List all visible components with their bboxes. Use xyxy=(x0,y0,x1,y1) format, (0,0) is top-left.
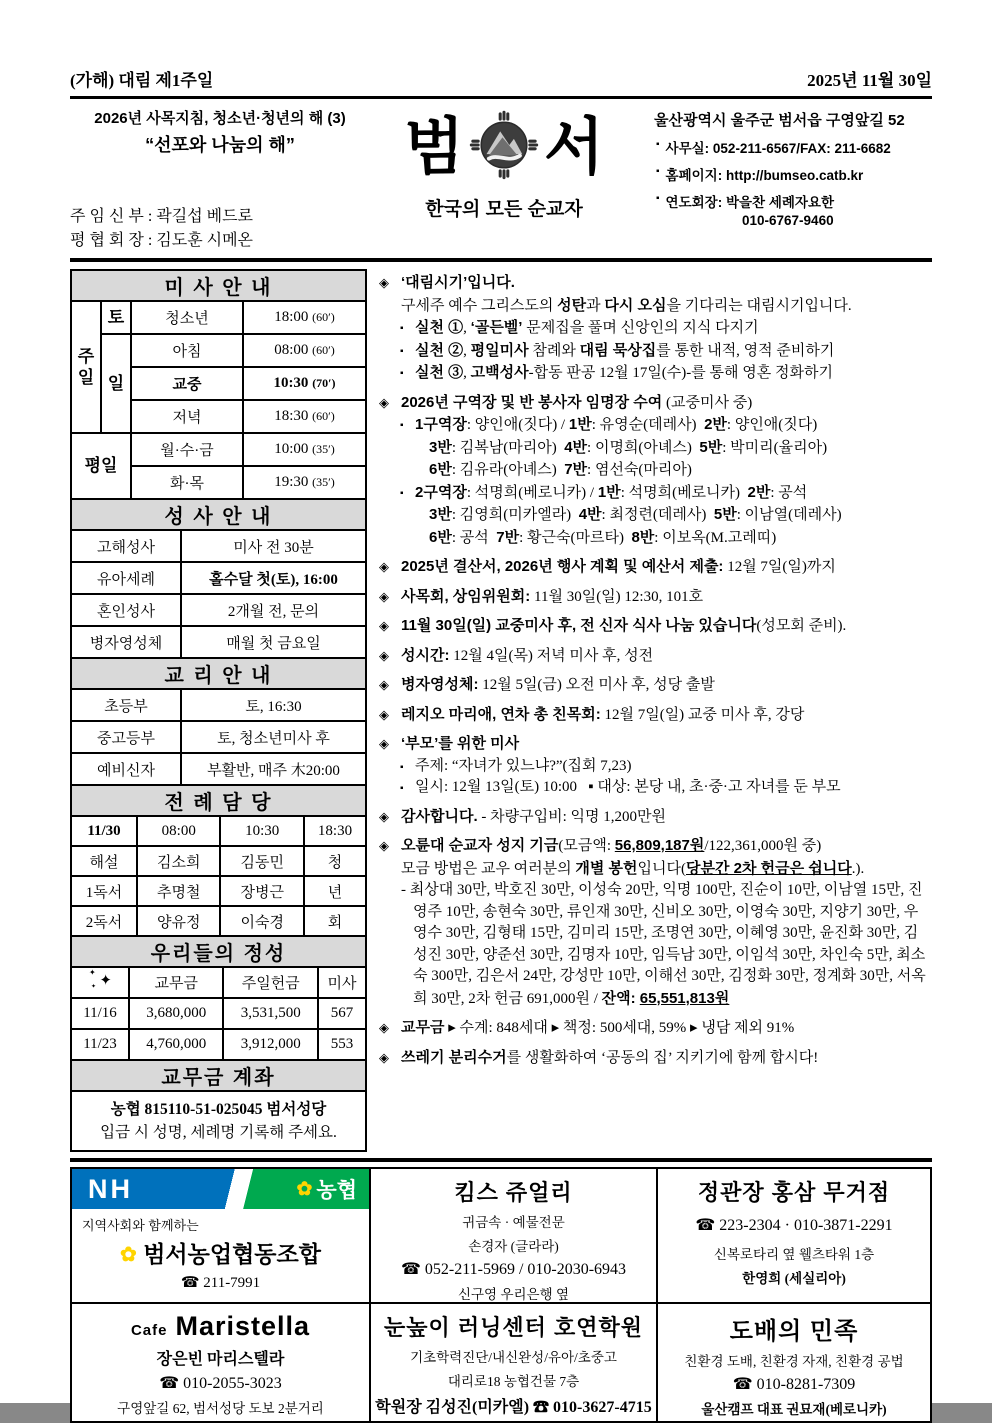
notice-line xyxy=(379,414,932,437)
diamond-bullet-icon: ◈ xyxy=(379,838,389,853)
notice-text: - 최상대 30만, 박호진 30만, 이성숙 20만, 익명 100만, 진순이 10만, 이남열 15만, 진영주 10만, 송현숙 30만, 류인재 30만, 신비오 30만, 이영숙 30만, 지양기 30만, 우영수 30만, 김형태 15만, 김미리 15만, 조명연 30만, 이혜영 30만, 윤진화 30만, 김성진 30만, 양준선 30만, 김명자 10만, 임득남 30만, 이임석 30만, 차인숙 5만, 최소숙 300만, 김은서 24만, 강성만 10만, 이해선 30만, 김정화 30만, 정계화 30만, 서옥희 30만, 2차 헌금 691,000원 / 잔액: 65,551,813원 xyxy=(401,882,926,1007)
notice-line xyxy=(379,556,932,579)
notice-text: 실천 ③, 고백성사-합동 판공 12월 17일(수)-를 통해 영혼 정화하기 xyxy=(415,364,833,381)
ad-kims-jewelry: 킴스 쥬얼리 귀금속 · 예물전문 손경자 (글라라) ☎ 052-211-5969 / 010-2030-6943 신구영 우리은행 옆 xyxy=(371,1169,656,1302)
parish-subtitle: 한국의 모든 순교자 xyxy=(425,199,583,220)
mass-schedule-table xyxy=(70,269,367,500)
notice-text: 쓰레기 분리수거를 생활화하여 ‘공동의 집’ 지키기에 함께 합시다! xyxy=(401,1048,819,1066)
contact-yeondo: ▪ 연도회장: 박을찬 세례자요한 xyxy=(656,193,835,210)
mass-name: 월·수·금 xyxy=(131,433,243,466)
nh-brand-banner xyxy=(72,1169,369,1209)
notice-text: 오륜대 순교자 성지 기금(모금액: 56,809,187원/122,361,000원 중) xyxy=(401,837,822,854)
notice-line xyxy=(379,858,932,881)
notice-text: 6반: 김유라(아녜스) 7반: 염선숙(마리아) xyxy=(429,461,692,478)
notice-line xyxy=(379,806,932,829)
diamond-bullet-icon: ◈ xyxy=(379,1020,389,1035)
parish-emblem-icon xyxy=(466,107,542,188)
mass-name: 교중 xyxy=(131,367,243,400)
ad-title: 도배의 민족 xyxy=(729,1318,859,1345)
notice-text: 감사합니다. - 차량구입비: 익명 1,200만원 xyxy=(401,807,666,825)
notice-item xyxy=(379,615,932,638)
ad-title: 정관장 홍삼 무거점 xyxy=(697,1180,891,1205)
date-line xyxy=(70,66,932,91)
notice-text: 실천 ①, ‘골든벨’ 문제집을 풀며 신앙인의 지식 다지기 xyxy=(415,319,759,336)
diamond-bullet-icon: ◈ xyxy=(379,394,389,410)
nh-tagline: 지역사회와 함께하는 xyxy=(82,1218,199,1233)
notice-line xyxy=(379,835,932,858)
ad-dobae: 도배의 민족 친환경 도배, 친환경 자재, 친환경 공법 ☎ 010-8281-7309 울산캠프 대표 권묘재(베로니카) xyxy=(658,1304,930,1421)
logo-row xyxy=(370,107,638,188)
mass-time: 08:00 (60′) xyxy=(243,334,366,367)
liturgy-roles-table: 전 례 담 당 11/30 08:00 10:30 18:30 해설 김소희 김동민 청 1독서 추명철 장병근 년 2독서 양유정 이숙경 회 xyxy=(70,784,367,937)
notice-text: 교무금 ▸ 수계: 848세대 ▸ 책정: 500세대, 59% ▸ 냉담 제외 91% xyxy=(401,1019,795,1036)
notice-item xyxy=(379,835,932,1010)
square-bullet-icon: ▪ xyxy=(400,420,404,431)
diamond-bullet-icon: ◈ xyxy=(379,588,389,604)
notice-item xyxy=(379,556,932,579)
logo-char-left: 범 xyxy=(404,112,464,182)
contact-homepage: ▪ 홈페이지: http://bumseo.catb.kr xyxy=(656,166,864,183)
diamond-bullet-icon: ◈ xyxy=(379,559,389,574)
year-motto: “선포와 나눔의 해” xyxy=(145,135,295,155)
notice-line xyxy=(379,615,932,638)
divider xyxy=(70,258,932,262)
notice-line xyxy=(379,1017,932,1040)
section-title: 우리들의 정성 xyxy=(71,936,366,967)
notice-line xyxy=(379,362,932,385)
notice-line xyxy=(379,504,932,527)
square-bullet-icon: ▪ xyxy=(400,323,404,334)
diamond-bullet-icon: ◈ xyxy=(379,1049,389,1065)
account-info xyxy=(70,1090,367,1152)
mass-day-sunday: 주일 xyxy=(71,301,101,433)
notice-item xyxy=(379,733,932,799)
account-number: 농협 815110-51-025045 범서성당 xyxy=(110,1101,327,1118)
diamond-bullet-icon: ◈ xyxy=(379,677,389,692)
offering-table: 우리들의 정성 ✦ ✦ ✦ 교무금 주일헌금 미사 11/16 3,680,000 3,531,500 567 11/23 4,760,000 3,912,000 553 xyxy=(70,935,367,1061)
ad-nh-bank xyxy=(72,1169,369,1302)
liturgical-week: (가해) 대림 제1주일 xyxy=(70,71,214,90)
diamond-bullet-icon: ◈ xyxy=(379,736,389,751)
square-bullet-icon: ▪ xyxy=(656,193,660,204)
catechism-table: 교 리 안 내 초등부 토, 16:30 중고등부 토, 청소년미사 후 예비신자 부활반, 매주 木20:00 xyxy=(70,657,367,786)
contact-office: ▪ 사무실: 052-211-6567/FAX: 211-6682 xyxy=(656,139,891,156)
notice-text: 모금 방법은 교우 여러분의 개별 봉헌입니다(당분간 2차 헌금은 쉽니다.). xyxy=(401,859,865,877)
pastor-line: 주 임 신 부 : 곽길섭 베드로 xyxy=(70,208,254,225)
square-bullet-icon: ▪ xyxy=(400,368,404,379)
logo-char-right: 서 xyxy=(544,112,604,182)
section-title: 전 례 담 당 xyxy=(71,785,366,816)
notice-line xyxy=(379,527,932,550)
mass-time: 19:30 (35′) xyxy=(243,466,366,499)
mass-time: 10:30 (70′) xyxy=(243,367,366,400)
notice-text: 실천 ②, 평일미사 참례와 대림 묵상집를 통한 내적, 영적 준비하기 xyxy=(415,341,835,359)
notice-item xyxy=(379,1017,932,1040)
ad-title: Cafe Maristella xyxy=(130,1311,311,1341)
ad-title: 눈높이 러닝센터 호연학원 xyxy=(384,1315,643,1340)
nh-logo: NH xyxy=(88,1173,133,1204)
header-contacts xyxy=(638,107,932,253)
divider xyxy=(70,96,932,99)
council-line: 평 협 회 장 : 김도훈 시메온 xyxy=(70,232,254,249)
mass-time: 18:00 (60′) xyxy=(243,301,366,334)
diamond-bullet-icon: ◈ xyxy=(379,275,389,290)
notice-line xyxy=(379,674,932,697)
mass-name: 저녁 xyxy=(131,400,243,433)
notice-item xyxy=(379,1047,932,1070)
mass-name: 아침 xyxy=(131,334,243,367)
notice-text: 2구역장: 석명희(베로니카) / 1반: 석명희(베로니카) 2반: 공석 xyxy=(415,483,808,501)
section-title: 교무금 계좌 xyxy=(71,1060,366,1091)
ads-section xyxy=(70,1167,932,1423)
section-title: 교 리 안 내 xyxy=(71,658,366,689)
notice-item xyxy=(379,704,932,727)
header-left xyxy=(70,107,370,253)
notice-line xyxy=(379,880,932,1010)
notice-text: 6반: 공석 7반: 황근숙(마르타) 8반: 이보옥(M.고레띠) xyxy=(429,528,777,546)
ad-jeongkwanjang: 정관장 홍삼 무거점 ☎ 223-2304 · 010-3871-2291 신복로타리 옆 웰츠타워 1층 한영희 (세실리아) xyxy=(658,1169,930,1302)
nonghyup-flower-icon: ✿ xyxy=(120,1244,137,1266)
notice-text: 3반: 김영희(미카엘라) 4반: 최정련(데레사) 5반: 이남열(데레사) xyxy=(429,506,842,523)
main-content xyxy=(70,269,932,1152)
mass-time: 10:00 (35′) xyxy=(243,433,366,466)
diamond-bullet-icon: ◈ xyxy=(379,618,389,633)
notice-line xyxy=(379,733,932,756)
mass-sat: 토 xyxy=(101,301,131,334)
notice-text: 병자영성체: 12월 5일(금) 오전 미사 후, 성당 출발 xyxy=(401,676,715,693)
header xyxy=(70,107,932,253)
notice-text: ‘대림시기’입니다. xyxy=(401,274,515,291)
notice-text: 성시간: 12월 4일(목) 저녁 미사 후, 성전 xyxy=(401,646,654,664)
info-tables xyxy=(70,269,367,1152)
notice-line xyxy=(379,295,932,318)
notice-text: ‘부모’를 위한 미사 xyxy=(401,735,520,752)
notice-line xyxy=(379,482,932,505)
notice-text: 주제: “자녀가 있느냐?”(집회 7,23) xyxy=(415,757,632,774)
mass-name: 청소년 xyxy=(131,301,243,334)
square-bullet-icon: ▪ xyxy=(400,487,404,499)
account-title-table xyxy=(70,1059,367,1092)
nh-name: ✿ 범서농업협동조합 xyxy=(120,1241,321,1267)
notice-line xyxy=(379,392,932,415)
ad-hakwon: 눈높이 러닝센터 호연학원 기초학력진단/내신완성/유아/초중고 대리로18 농협건물 7층 학원장 김성진(미카엘) ☎ 010-3627-4715 xyxy=(371,1304,656,1421)
notice-line xyxy=(379,272,932,295)
square-bullet-icon: ▪ xyxy=(400,783,404,794)
notice-text: 레지오 마리애, 연차 총 친목회: 12월 7일(일) 교중 미사 후, 강당 xyxy=(401,705,805,723)
diamond-bullet-icon: ◈ xyxy=(379,706,389,722)
pastoral-guideline: 2026년 사목지침, 청소년·청년의 해 (3) xyxy=(94,110,346,127)
notice-line xyxy=(379,756,932,778)
notice-text: 1구역장: 양인애(짓다) / 1반: 유영순(데레사) 2반: 양인애(짓다) xyxy=(415,416,818,433)
ad-title: 킴스 쥬얼리 xyxy=(454,1180,573,1205)
notice-line xyxy=(379,317,932,340)
notice-line xyxy=(379,1047,932,1070)
diamond-bullet-icon: ◈ xyxy=(379,808,389,824)
sacrament-table: 성 사 안 내 고해성사 미사 전 30분 유아세례 홀수달 첫(토), 16:00 혼인성사 2개월 전, 문의 병자영성체 매월 첫 금요일 xyxy=(70,498,367,659)
notice-text: 구세주 예수 그리스도의 성탄과 다시 오심을 기다리는 대림시기입니다. xyxy=(401,296,852,314)
divider xyxy=(70,1158,932,1162)
notice-text: 11월 30일(일) 교중미사 후, 전 신자 식사 나눔 있습니다(성모회 준비). xyxy=(401,617,847,634)
notices-list xyxy=(367,269,932,1152)
mass-day-weekday: 평일 xyxy=(71,433,131,499)
square-bullet-icon: ▪ xyxy=(656,139,660,150)
notice-text: 2026년 구역장 및 반 봉사자 임명장 수여 (교중미사 중) xyxy=(401,393,753,411)
clergy-info xyxy=(70,205,370,253)
diamond-bullet-icon: ◈ xyxy=(379,647,389,663)
nh-phone: ☎ 211-7991 xyxy=(180,1275,261,1291)
mass-sun: 일 xyxy=(101,334,131,433)
mass-time: 18:30 (60′) xyxy=(243,400,366,433)
notice-line xyxy=(379,437,932,460)
mass-name: 화·목 xyxy=(131,466,243,499)
section-title: 미 사 안 내 xyxy=(71,270,366,301)
nonghyup-flower-icon: ✿ xyxy=(296,1178,313,1200)
notice-line xyxy=(379,704,932,727)
notice-item xyxy=(379,272,932,385)
square-bullet-icon: ▪ xyxy=(400,761,404,773)
notice-text: 일시: 12월 13일(토) 10:00 ▪ 대상: 본당 내, 초·중·고 자녀를 둔 부모 xyxy=(415,779,841,795)
notice-item xyxy=(379,806,932,829)
square-bullet-icon: ▪ xyxy=(656,166,660,177)
notice-text: 사목회, 상임위원회: 11월 30일(일) 12:30, 101호 xyxy=(401,587,704,605)
notice-line xyxy=(379,645,932,668)
notice-item xyxy=(379,645,932,668)
contact-yeondo-phone: 010-6767-9460 xyxy=(742,213,834,228)
notice-item xyxy=(379,586,932,609)
notice-item xyxy=(379,674,932,697)
parish-address: 울산광역시 울주군 범서읍 구영앞길 52 xyxy=(654,112,905,129)
parish-logo xyxy=(370,107,638,253)
section-title: 성 사 안 내 xyxy=(71,499,366,530)
notice-text: 3반: 김복남(마리아) 4반: 이명희(아녜스) 5반: 박미리(율리아) xyxy=(429,438,828,456)
ad-cafe-maristella: Cafe Maristella 장은빈 마리스텔라 ☎ 010-2055-3023 구영앞길 62, 범서성당 도보 2분거리 xyxy=(72,1304,369,1421)
nonghyup-logo: ✿ 농협 xyxy=(296,1178,357,1202)
notice-text: 2025년 결산서, 2026년 행사 계획 및 예산서 제출: 12월 7일(일)까지 xyxy=(401,558,836,575)
notice-line xyxy=(379,777,932,799)
issue-date: 2025년 11월 30일 xyxy=(807,71,932,90)
square-bullet-icon: ▪ xyxy=(400,345,404,357)
notice-line xyxy=(379,459,932,482)
account-note: 입금 시 성명, 세례명 기록해 주세요. xyxy=(100,1124,337,1141)
sparkles-icon: ✦ ✦ ✦ xyxy=(71,967,129,998)
notice-line xyxy=(379,340,932,363)
notice-item xyxy=(379,392,932,550)
notice-line xyxy=(379,586,932,609)
